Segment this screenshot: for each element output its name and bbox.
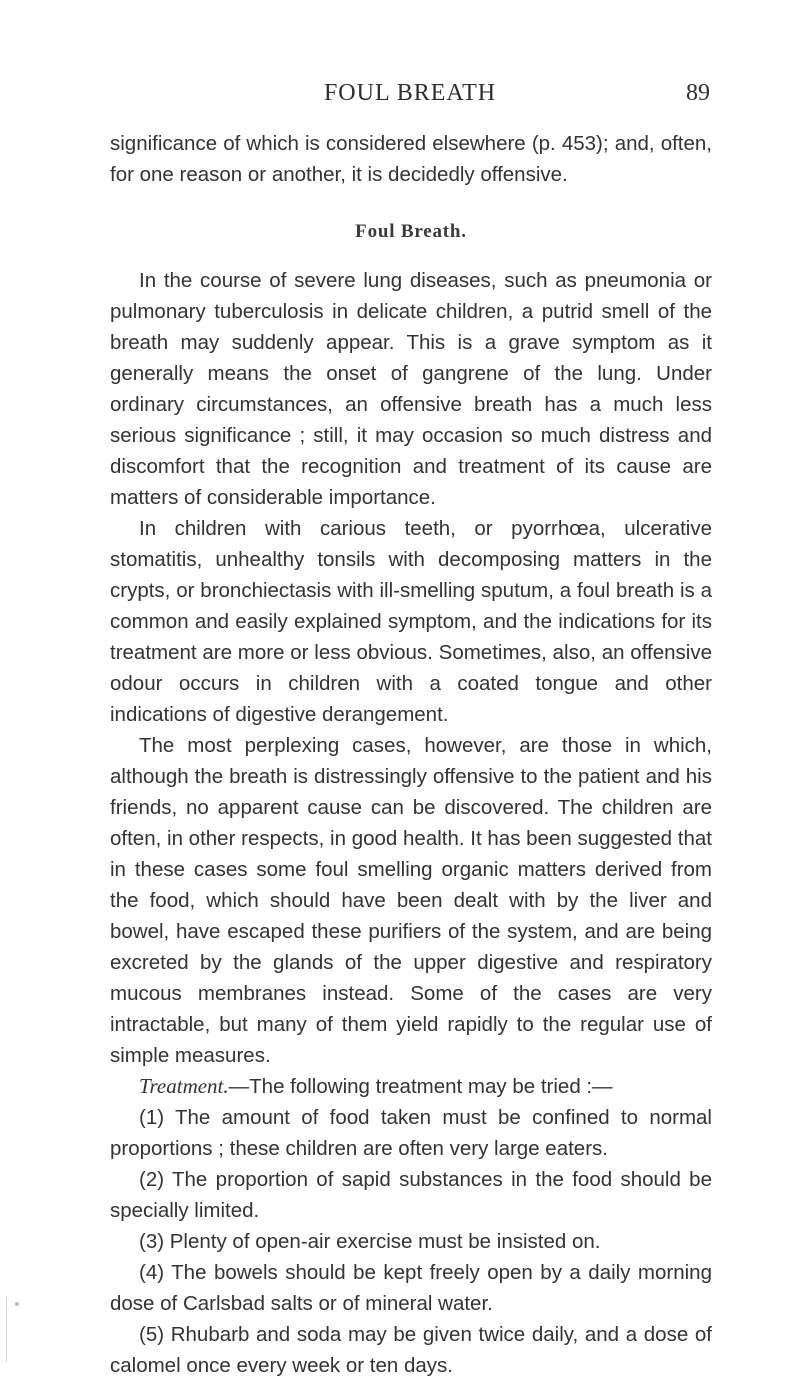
running-title: FOUL BREATH bbox=[323, 80, 497, 106]
treatment-intro: —The following treatment may be tried :— bbox=[228, 1075, 613, 1098]
section-heading: Foul Breath. bbox=[355, 221, 467, 242]
page-number: 89 bbox=[686, 80, 710, 106]
treatment-paragraph bbox=[110, 1071, 712, 1102]
treatment-item-4: (4) The bowels should be kept freely open by a daily morning dose of Carlsbad salts or of mineral water. bbox=[110, 1261, 712, 1315]
page-edge-line bbox=[6, 1296, 7, 1362]
body-text bbox=[110, 128, 712, 1381]
running-head bbox=[110, 80, 710, 114]
treatment-item-1: (1) The amount of food taken must be confined to normal proportions ; these children are often very large eaters. bbox=[110, 1106, 712, 1160]
treatment-item-2: (2) The proportion of sapid substances in the food should be specially limited. bbox=[110, 1168, 712, 1222]
paragraph-carious-teeth: In children with carious teeth, or pyorrhœa, ulcerative stomatitis, unhealthy tonsils with decomposing matters in the crypts, or bronchiectasis with ill-smelling sputum, a foul breath is a common and easily explained symptom, and the indications for its treatment are more or less obvious. Sometimes, also, an offensive odour occurs in children with a coated tongue and other indications of digestive derangement. bbox=[110, 517, 712, 726]
treatment-item-5: (5) Rhubarb and soda may be given twice daily, and a dose of calomel once every week or ten days. bbox=[110, 1323, 712, 1377]
treatment-label: Treatment. bbox=[139, 1074, 229, 1098]
treatment-item-3: (3) Plenty of open-air exercise must be insisted on. bbox=[139, 1230, 601, 1253]
continuation-paragraph: significance of which is considered elsewhere (p. 453); and, often, for one reason or another, it is decidedly offensive. bbox=[110, 132, 712, 186]
paragraph-perplexing-cases: The most perplexing cases, however, are those in which, although the breath is distressingly offensive to the patient and his friends, no apparent cause can be discovered. The children are often, in other respects, in good health. It has been suggested that in these cases some foul smelling organic matters derived from the food, which should have been dealt with by the liver and bowel, have escaped these purifiers of the system, and are being excreted by the glands of the upper digestive and respiratory mucous membranes instead. Some of the cases are very intractable, but many of them yield rapidly to the regular use of simple measures. bbox=[110, 734, 712, 1067]
paragraph-lung-diseases: In the course of severe lung diseases, such as pneumonia or pulmonary tuberculosis in delicate children, a putrid smell of the breath may suddenly appear. This is a grave symptom as it generally means the onset of gangrene of the lung. Under ordinary circumstances, an offensive breath has a much less serious significance ; still, it may occasion so much distress and discomfort that the recognition and treatment of its cause are matters of considerable importance. bbox=[110, 269, 712, 509]
paper-speck bbox=[15, 1302, 19, 1306]
